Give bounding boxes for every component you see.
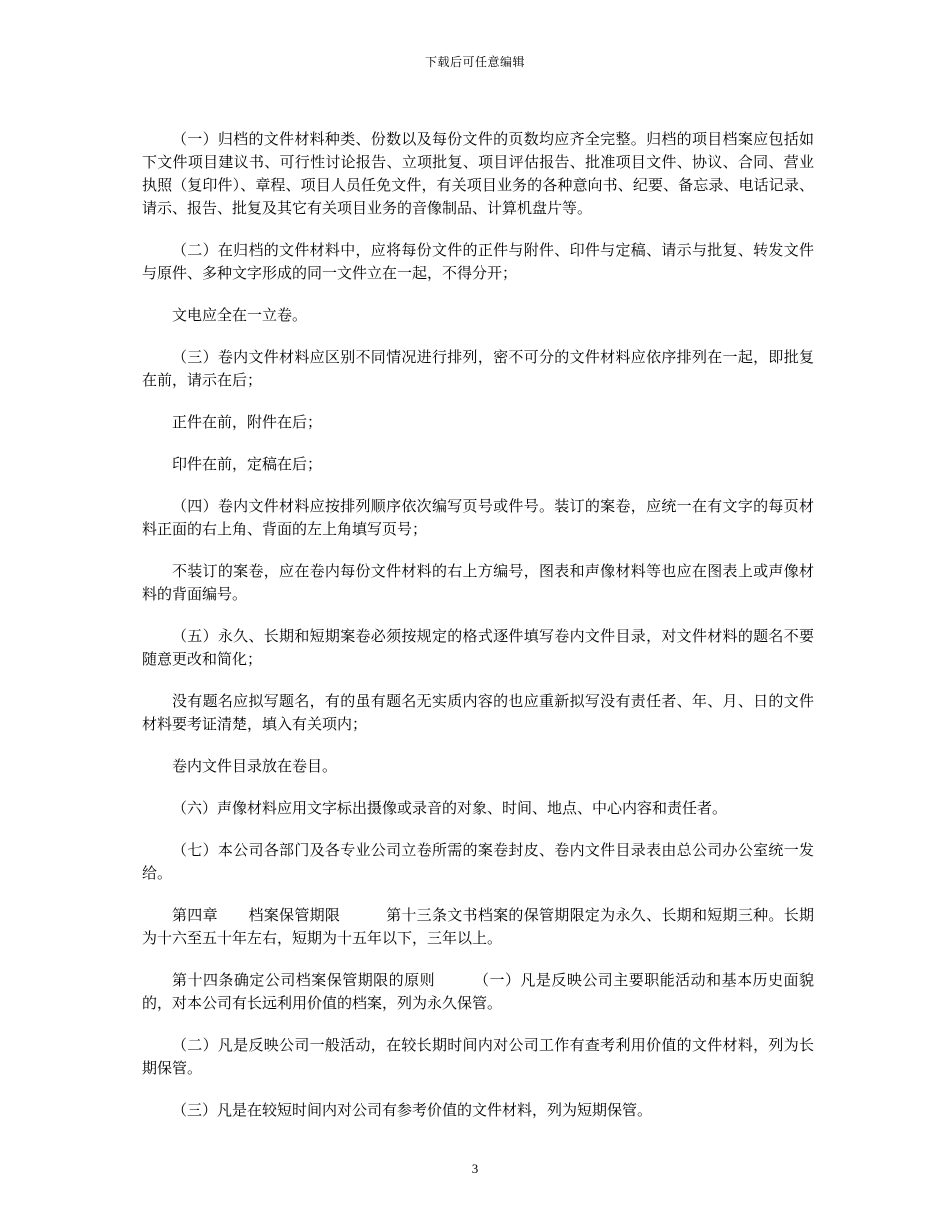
chapter-heading-paragraph: 第四章 档案保管期限 第十三条文书档案的保管期限定为永久、长期和短期三种。长期为十六至五十年左右，短期为十五年以下，三年以上。 [142,906,814,947]
paragraph: 印件在前，定稿在后； [172,455,323,473]
paragraph: （五）永久、长期和短期案卷必须按规定的格式逐件填写卷内文件目录，对文件材料的题名不要随意更改和简化； [142,627,814,668]
paragraph: 不装订的案卷，应在卷内每份文件材料的右上方编号，图表和声像材料等也应在图表上或声像材料的背面编号。 [142,562,814,603]
page-number: 3 [471,1161,479,1176]
paragraph: （四）卷内文件材料应按排列顺序依次编写页号或件号。装订的案卷，应统一在有文字的每页材料正面的右上角、背面的左上角填写页号； [142,497,814,538]
paragraph: 卷内文件目录放在卷目。 [172,757,338,775]
paragraph: 第十四条确定公司档案保管期限的原则 （一）凡是反映公司主要职能活动和基本历史面貌的，对本公司有长远利用价值的档案，列为永久保管。 [142,971,814,1012]
paragraph: （七）本公司各部门及各专业公司立卷所需的案卷封皮、卷内文件目录表由总公司办公室统一发给。 [142,841,814,882]
paragraph: （三）凡是在较短时间内对公司有参考价值的文件材料，列为短期保管。 [172,1101,653,1119]
paragraph: （二）在归档的文件材料中，应将每份文件的正件与附件、印件与定稿、请示与批复、转发文件与原件、多种文字形成的同一文件立在一起，不得分开； [142,241,814,282]
paragraph: （六）声像材料应用文字标出摄像或录音的对象、时间、地点、中心内容和责任者。 [172,799,728,817]
paragraph: 没有题名应拟写题名，有的虽有题名无实质内容的也应重新拟写没有责任者、年、月、日的文件材料要考证清楚，填入有关项内； [142,692,814,733]
paragraph: （一）归档的文件材料种类、份数以及每份文件的页数均应齐全完整。归档的项目档案应包括如下文件项目建议书、可行性讨论报告、立项批复、项目评估报告、批准项目文件、协议、合同、营业执照（复印件）、章程、项目人员任免文件，有关项目业务的各种意向书、纪要、备忘录、电话记录、请示、报告、批复及其它有关项目业务的音像制品、计算机盘片等。 [142,130,814,217]
paragraph: 文电应全在一立卷。 [172,306,308,324]
page-header: 下载后可任意编辑 [424,55,525,69]
document-body [142,128,814,1141]
paragraph: （二）凡是反映公司一般活动，在较长期时间内对公司工作有查考利用价值的文件材料，列为长期保管。 [142,1036,814,1077]
paragraph: （三）卷内文件材料应区别不同情况进行排列，密不可分的文件材料应依序排列在一起，即批复在前，请示在后； [142,348,814,389]
paragraph: 正件在前，附件在后； [172,413,323,431]
